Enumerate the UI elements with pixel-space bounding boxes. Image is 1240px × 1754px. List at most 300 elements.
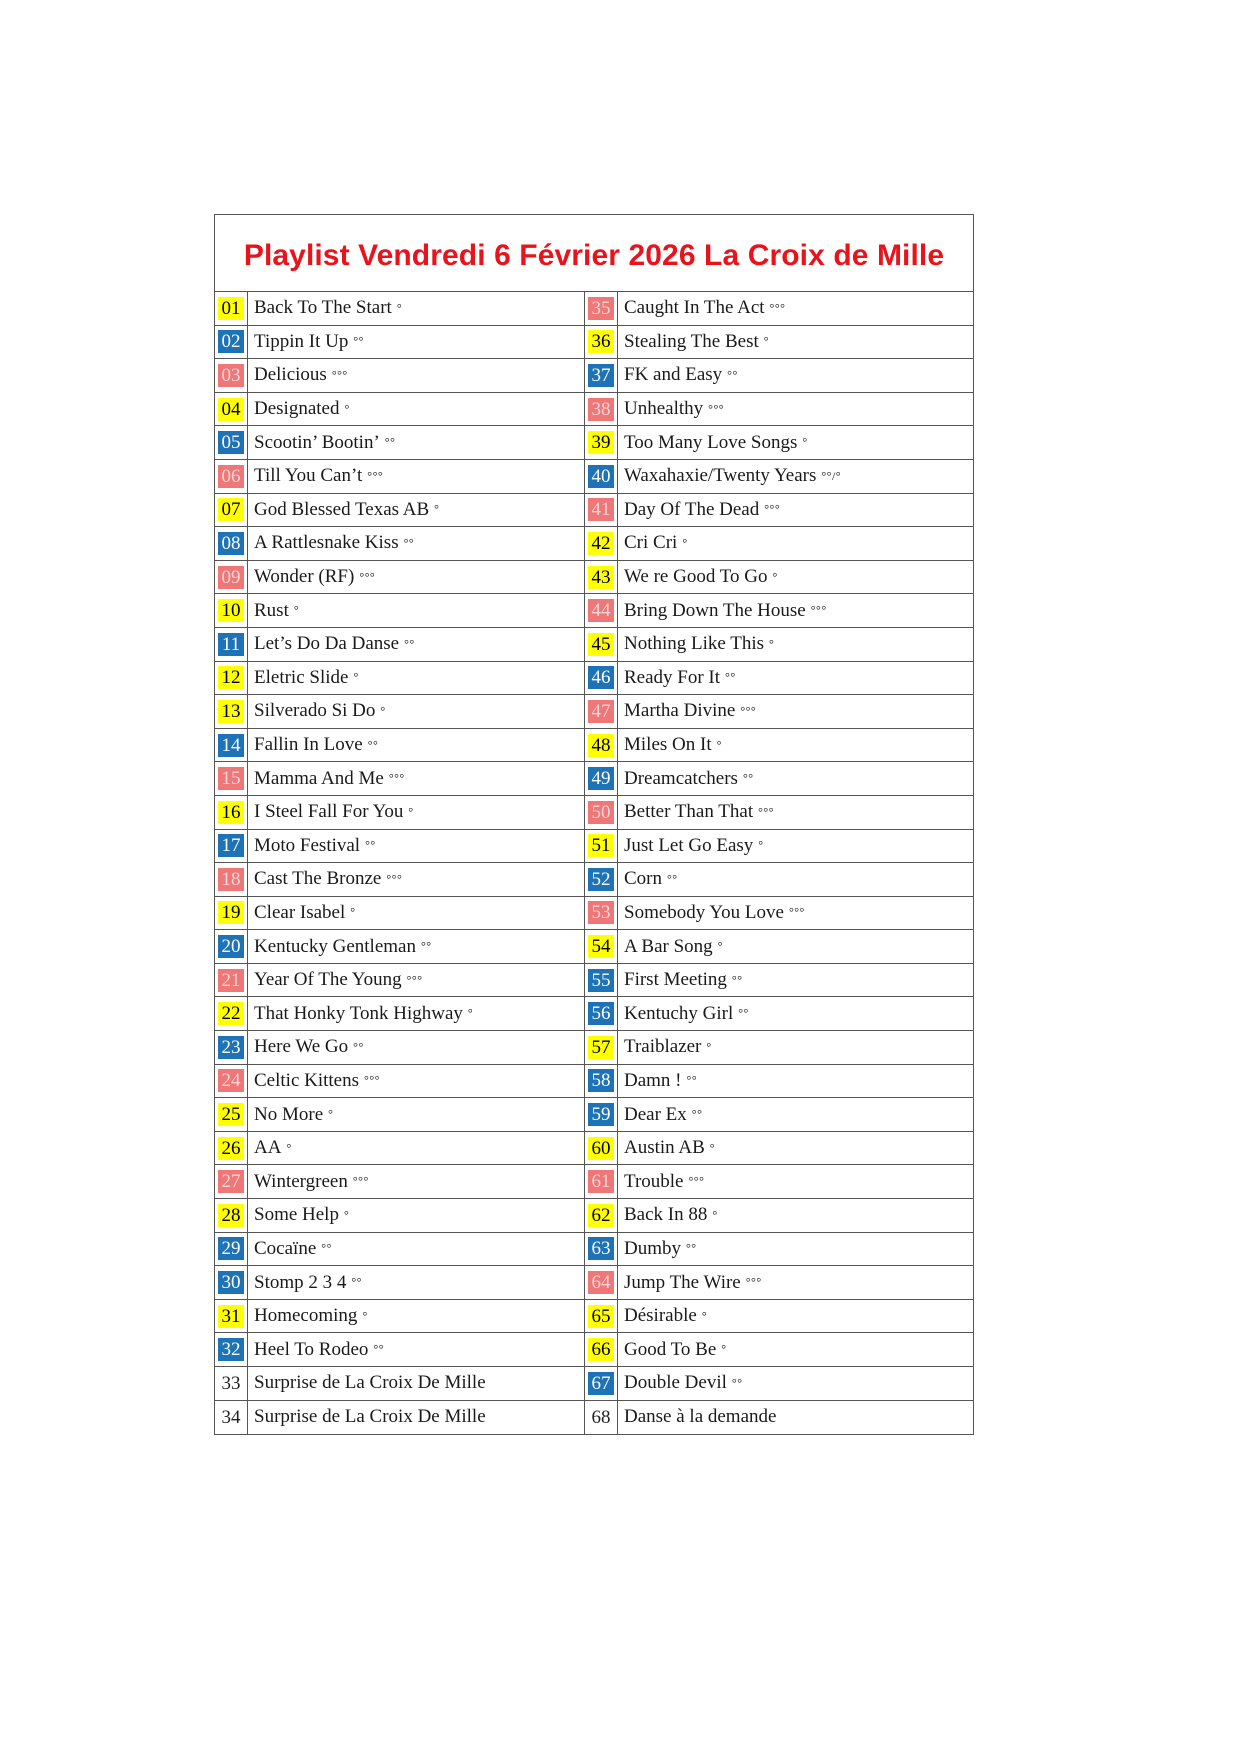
track-number-cell	[585, 762, 618, 796]
track-title: Bring Down The House	[624, 599, 806, 621]
difficulty-mark: °°	[731, 1375, 743, 1390]
track-number-cell	[585, 628, 618, 662]
difficulty-mark: °°/°	[821, 468, 842, 483]
difficulty-mark: °	[396, 300, 403, 315]
track-number-cell	[585, 997, 618, 1031]
track-title: Back To The Start	[254, 297, 392, 319]
track-title-cell	[248, 863, 585, 897]
track-title-cell	[248, 1300, 585, 1334]
track-number-badge: 27	[218, 1170, 244, 1193]
track-number-badge: 60	[588, 1137, 614, 1160]
track-title: Heel To Rodeo	[254, 1338, 369, 1360]
track-title-cell	[248, 628, 585, 662]
track-title: Eletric Slide	[254, 666, 349, 688]
difficulty-mark: °	[434, 502, 440, 517]
playlist-grid	[215, 292, 973, 1434]
track-number-badge: 24	[218, 1069, 244, 1092]
track-title: God Blessed Texas AB	[254, 498, 430, 520]
difficulty-mark: °	[362, 1308, 368, 1323]
track-title: I Steel Fall For You	[254, 801, 404, 823]
difficulty-mark: °°°	[352, 1174, 369, 1189]
track-number-cell	[215, 1065, 248, 1099]
difficulty-mark: °°	[351, 1275, 362, 1290]
track-number-cell	[215, 1401, 248, 1435]
track-title: Stomp 2 3 4	[254, 1271, 347, 1293]
track-title-cell	[248, 359, 585, 393]
track-title-cell	[248, 897, 585, 931]
track-title: Good To Be	[624, 1338, 717, 1360]
track-title-cell	[248, 662, 585, 696]
difficulty-mark: °	[353, 670, 359, 685]
track-number-badge: 23	[218, 1036, 244, 1059]
track-title: FK and Easy	[624, 364, 723, 386]
track-title: Corn	[624, 868, 662, 890]
track-title: Year Of The Young	[254, 969, 402, 991]
track-number-badge: 68	[591, 1406, 611, 1428]
track-title: Jump The Wire	[624, 1271, 741, 1293]
track-title-cell	[248, 393, 585, 427]
track-number-cell	[585, 1333, 618, 1367]
track-title: Trouble	[624, 1170, 684, 1192]
track-title-cell	[618, 830, 973, 864]
difficulty-mark: °°	[686, 1073, 698, 1088]
track-number-badge: 29	[218, 1237, 244, 1260]
track-number-badge: 54	[588, 935, 614, 958]
track-title-cell	[248, 494, 585, 528]
track-title: Unhealthy	[624, 398, 704, 420]
track-title: Till You Can’t	[254, 465, 363, 487]
track-title: Wonder (RF)	[254, 566, 355, 588]
track-title: Homecoming	[254, 1305, 358, 1327]
difficulty-mark: °°°	[406, 972, 423, 987]
difficulty-mark: °	[772, 569, 778, 584]
track-number-badge: 35	[588, 297, 614, 320]
track-number-badge: 12	[218, 666, 244, 689]
track-number-cell	[585, 1233, 618, 1267]
difficulty-mark: °	[769, 636, 775, 651]
track-number-badge: 17	[218, 834, 244, 857]
track-number-cell	[215, 863, 248, 897]
track-title: Désirable	[624, 1305, 697, 1327]
track-title: Clear Isabel	[254, 901, 346, 923]
track-number-cell	[215, 997, 248, 1031]
track-number-badge: 49	[588, 767, 614, 790]
track-title-cell	[618, 1367, 973, 1401]
difficulty-mark: °°°	[388, 771, 405, 786]
difficulty-mark: °	[712, 1207, 718, 1222]
track-number-badge: 40	[588, 465, 614, 488]
track-number-cell	[585, 561, 618, 595]
track-title-cell	[248, 1132, 585, 1166]
track-number-badge: 34	[221, 1406, 241, 1428]
track-number-cell	[585, 494, 618, 528]
track-number-cell	[215, 1300, 248, 1334]
difficulty-mark: °°°	[359, 569, 376, 584]
track-title: A Rattlesnake Kiss	[254, 532, 399, 554]
difficulty-mark: °°	[367, 737, 379, 752]
track-title-cell	[618, 897, 973, 931]
track-number-cell	[215, 964, 248, 998]
difficulty-mark: °	[721, 1342, 727, 1357]
track-number-cell	[585, 527, 618, 561]
track-number-badge: 20	[218, 935, 244, 958]
track-number-badge: 59	[588, 1103, 614, 1126]
difficulty-mark: °°	[691, 1107, 703, 1122]
difficulty-mark: °	[328, 1107, 334, 1122]
track-number-cell	[215, 1266, 248, 1300]
difficulty-mark: °°°	[758, 804, 775, 819]
track-title: Stealing The Best	[624, 330, 759, 352]
track-title: Caught In The Act	[624, 297, 765, 319]
track-number-cell	[215, 292, 248, 326]
difficulty-mark: °°	[742, 771, 754, 786]
track-title-cell	[618, 662, 973, 696]
track-number-cell	[215, 830, 248, 864]
track-number-badge: 15	[218, 767, 244, 790]
track-title: Day Of The Dead	[624, 498, 760, 520]
track-title-cell	[248, 527, 585, 561]
track-number-cell	[585, 426, 618, 460]
track-number-badge: 10	[218, 599, 244, 622]
track-title-cell	[248, 729, 585, 763]
difficulty-mark: °	[350, 905, 356, 920]
difficulty-mark: °°	[420, 939, 432, 954]
track-title-cell	[248, 326, 585, 360]
track-number-badge: 39	[588, 431, 614, 454]
track-number-badge: 30	[218, 1271, 244, 1294]
track-number-cell	[215, 561, 248, 595]
track-number-badge: 63	[588, 1237, 614, 1260]
difficulty-mark: °°	[667, 871, 678, 886]
track-number-cell	[585, 1401, 618, 1435]
track-title-cell	[248, 1401, 585, 1435]
track-number-badge: 02	[218, 330, 244, 353]
difficulty-mark: °°°	[331, 367, 348, 382]
track-title: Wintergreen	[254, 1170, 348, 1192]
track-title: A Bar Song	[624, 935, 713, 957]
difficulty-mark: °°	[353, 1039, 364, 1054]
track-title: Cri Cri	[624, 532, 678, 554]
track-number-badge: 51	[588, 834, 614, 857]
track-title: Mamma And Me	[254, 767, 384, 789]
track-number-cell	[585, 460, 618, 494]
track-number-badge: 14	[218, 734, 244, 757]
track-number-cell	[215, 1199, 248, 1233]
track-title: Nothing Like This	[624, 633, 765, 655]
difficulty-mark: °	[467, 1006, 474, 1021]
track-number-badge: 62	[588, 1204, 614, 1227]
track-title-cell	[618, 997, 973, 1031]
track-title-cell	[618, 1199, 973, 1233]
track-title-cell	[248, 1333, 585, 1367]
difficulty-mark: °°	[365, 838, 376, 853]
track-title-cell	[618, 359, 973, 393]
track-number-badge: 37	[588, 364, 614, 387]
difficulty-mark: °	[717, 939, 723, 954]
track-number-badge: 67	[588, 1372, 614, 1395]
difficulty-mark: °	[701, 1308, 708, 1323]
track-number-badge: 56	[588, 1002, 614, 1025]
track-number-cell	[585, 1266, 618, 1300]
track-number-badge: 26	[218, 1137, 244, 1160]
difficulty-mark: °	[682, 535, 688, 550]
track-title: Better Than That	[624, 801, 754, 823]
track-title-cell	[618, 964, 973, 998]
track-title-cell	[618, 1300, 973, 1334]
track-number-cell	[585, 1065, 618, 1099]
track-title-cell	[618, 1233, 973, 1267]
track-title: Moto Festival	[254, 834, 361, 856]
difficulty-mark: °°°	[386, 871, 403, 886]
difficulty-mark: °°	[725, 670, 736, 685]
track-title-cell	[248, 695, 585, 729]
difficulty-mark: °	[286, 1140, 292, 1155]
track-number-badge: 18	[218, 868, 244, 891]
track-number-cell	[585, 1300, 618, 1334]
track-number-badge: 09	[218, 566, 244, 589]
track-title-cell	[618, 762, 973, 796]
track-title: Ready For It	[624, 666, 721, 688]
track-title-cell	[248, 1165, 585, 1199]
track-number-cell	[585, 359, 618, 393]
track-number-badge: 50	[588, 801, 614, 824]
track-title: Back In 88	[624, 1204, 708, 1226]
track-title-cell	[618, 1401, 973, 1435]
track-number-badge: 46	[588, 666, 614, 689]
track-number-cell	[585, 594, 618, 628]
track-number-badge: 64	[588, 1271, 614, 1294]
track-title-cell	[248, 964, 585, 998]
track-number-badge: 36	[588, 330, 614, 353]
track-title-cell	[248, 997, 585, 1031]
track-title: Damn !	[624, 1069, 682, 1091]
track-number-badge: 32	[218, 1338, 244, 1361]
track-title: Let’s Do Da Danse	[254, 633, 400, 655]
track-title-cell	[248, 561, 585, 595]
track-number-badge: 06	[218, 465, 244, 488]
track-number-cell	[215, 1233, 248, 1267]
track-number-badge: 33	[221, 1372, 241, 1394]
difficulty-mark: °	[343, 1207, 350, 1222]
difficulty-mark: °°	[403, 535, 415, 550]
track-number-badge: 44	[588, 599, 614, 622]
track-number-cell	[215, 426, 248, 460]
track-number-badge: 05	[218, 431, 244, 454]
track-number-badge: 57	[588, 1036, 614, 1059]
track-number-cell	[585, 830, 618, 864]
track-title-cell	[248, 1233, 585, 1267]
track-number-badge: 16	[218, 801, 244, 824]
track-number-badge: 43	[588, 566, 614, 589]
difficulty-mark: °°	[727, 367, 738, 382]
track-title-cell	[248, 796, 585, 830]
track-title-cell	[618, 1333, 973, 1367]
track-number-badge: 19	[218, 901, 244, 924]
track-title-cell	[248, 1098, 585, 1132]
track-title-cell	[618, 426, 973, 460]
track-title-cell	[618, 1065, 973, 1099]
track-title-cell	[618, 393, 973, 427]
track-title-cell	[248, 830, 585, 864]
track-number-cell	[215, 796, 248, 830]
track-number-cell	[215, 729, 248, 763]
track-number-badge: 11	[218, 633, 244, 656]
track-number-badge: 03	[218, 364, 244, 387]
track-title: Waxahaxie/Twenty Years	[624, 465, 817, 487]
track-number-badge: 28	[218, 1204, 244, 1227]
difficulty-mark: °°°	[364, 1073, 380, 1088]
track-number-cell	[215, 594, 248, 628]
track-number-cell	[215, 359, 248, 393]
difficulty-mark: °°°	[740, 703, 757, 718]
difficulty-mark: °°°	[764, 502, 781, 517]
track-title-cell	[618, 729, 973, 763]
track-title-cell	[248, 1031, 585, 1065]
track-title-cell	[248, 1367, 585, 1401]
track-title: Silverado Si Do	[254, 700, 376, 722]
track-number-cell	[585, 930, 618, 964]
track-title-cell	[248, 1065, 585, 1099]
difficulty-mark: °	[344, 401, 350, 416]
track-number-cell	[585, 1098, 618, 1132]
track-title-cell	[248, 1199, 585, 1233]
track-number-badge: 25	[218, 1103, 244, 1126]
track-title-cell	[618, 594, 973, 628]
difficulty-mark: °°°	[708, 401, 725, 416]
track-title: Surprise de La Croix De Mille	[254, 1372, 486, 1394]
track-number-cell	[585, 1165, 618, 1199]
track-number-cell	[215, 662, 248, 696]
track-title: Delicious	[254, 364, 327, 386]
track-title-cell	[618, 1165, 973, 1199]
track-title: Traiblazer	[624, 1036, 702, 1058]
track-number-cell	[215, 762, 248, 796]
track-number-cell	[585, 1031, 618, 1065]
track-title: We re Good To Go	[624, 566, 768, 588]
track-number-badge: 53	[588, 901, 614, 924]
track-number-badge: 13	[218, 700, 244, 723]
track-number-cell	[215, 1132, 248, 1166]
track-title-cell	[248, 460, 585, 494]
track-title-cell	[618, 1266, 973, 1300]
difficulty-mark: °	[709, 1140, 716, 1155]
track-number-cell	[215, 1165, 248, 1199]
track-number-cell	[215, 1333, 248, 1367]
track-title-cell	[618, 1132, 973, 1166]
track-title: Dear Ex	[624, 1103, 687, 1125]
track-number-cell	[585, 393, 618, 427]
track-number-cell	[585, 964, 618, 998]
track-number-cell	[585, 292, 618, 326]
track-number-badge: 55	[588, 969, 614, 992]
track-title: Danse à la demande	[624, 1406, 777, 1428]
track-number-cell	[585, 863, 618, 897]
track-title: First Meeting	[624, 969, 727, 991]
track-number-badge: 66	[588, 1338, 614, 1361]
difficulty-mark: °	[408, 804, 414, 819]
track-number-badge: 38	[588, 398, 614, 421]
track-number-cell	[585, 1367, 618, 1401]
track-number-badge: 07	[218, 498, 244, 521]
track-title-cell	[618, 863, 973, 897]
track-number-cell	[585, 1132, 618, 1166]
difficulty-mark: °	[706, 1039, 712, 1054]
difficulty-mark: °°	[373, 1342, 385, 1357]
track-number-badge: 58	[588, 1069, 614, 1092]
track-number-cell	[215, 1031, 248, 1065]
track-number-cell	[215, 695, 248, 729]
difficulty-mark: °°°	[769, 300, 786, 315]
track-title-cell	[618, 1098, 973, 1132]
track-number-badge: 61	[588, 1170, 614, 1193]
difficulty-mark: °°	[321, 1241, 332, 1256]
difficulty-mark: °°	[731, 972, 743, 987]
difficulty-mark: °°	[353, 334, 364, 349]
track-title: Celtic Kittens	[254, 1069, 360, 1091]
track-number-cell	[215, 393, 248, 427]
track-title: Austin AB	[624, 1137, 705, 1159]
track-title-cell	[618, 527, 973, 561]
track-title-cell	[248, 930, 585, 964]
difficulty-mark: °	[758, 838, 764, 853]
difficulty-mark: °	[293, 603, 300, 618]
difficulty-mark: °	[802, 435, 808, 450]
track-number-badge: 04	[218, 398, 244, 421]
track-title: Cast The Bronze	[254, 868, 382, 890]
difficulty-mark: °°°	[688, 1174, 705, 1189]
track-number-cell	[215, 1098, 248, 1132]
track-title-cell	[618, 1031, 973, 1065]
track-number-cell	[585, 662, 618, 696]
track-title: Surprise de La Croix De Mille	[254, 1406, 486, 1428]
track-title: Too Many Love Songs	[624, 431, 798, 453]
track-number-badge: 42	[588, 532, 614, 555]
track-title: Miles On It	[624, 734, 712, 756]
track-number-cell	[215, 897, 248, 931]
track-title: Just Let Go Easy	[624, 834, 754, 856]
difficulty-mark: °°°	[810, 603, 827, 618]
track-title-cell	[248, 594, 585, 628]
track-title: Designated	[254, 398, 340, 420]
difficulty-mark: °°°	[788, 905, 805, 920]
track-number-cell	[215, 628, 248, 662]
track-title: No More	[254, 1103, 324, 1125]
track-number-badge: 31	[218, 1305, 244, 1328]
track-number-badge: 48	[588, 734, 614, 757]
track-number-cell	[215, 527, 248, 561]
track-number-badge: 45	[588, 633, 614, 656]
track-number-cell	[585, 796, 618, 830]
track-title: Here We Go	[254, 1036, 349, 1058]
track-number-badge: 01	[218, 297, 244, 320]
track-title-cell	[618, 695, 973, 729]
track-title-cell	[618, 796, 973, 830]
track-number-badge: 65	[588, 1305, 614, 1328]
difficulty-mark: °°	[404, 636, 415, 651]
difficulty-mark: °	[763, 334, 770, 349]
track-title-cell	[618, 326, 973, 360]
difficulty-mark: °°	[738, 1006, 749, 1021]
track-number-cell	[215, 1367, 248, 1401]
track-title: Somebody You Love	[624, 901, 784, 923]
track-number-cell	[215, 930, 248, 964]
track-title: That Honky Tonk Highway	[254, 1002, 463, 1024]
track-title: Fallin In Love	[254, 734, 363, 756]
track-title-cell	[248, 762, 585, 796]
title-row	[215, 215, 973, 292]
difficulty-mark: °	[716, 737, 722, 752]
difficulty-mark: °°	[686, 1241, 697, 1256]
